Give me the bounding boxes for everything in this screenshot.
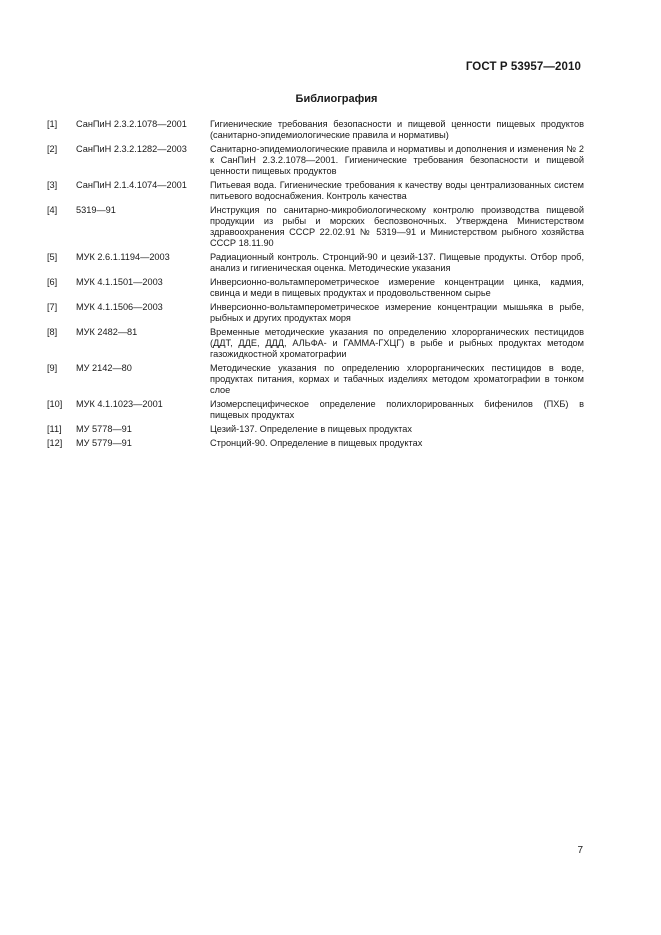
bibliography-entry bbox=[47, 399, 584, 421]
entry-description: Инверсионно-вольтамперометрическое измерение концентрации мышьяка в рыбе, рыбных и других продуктах моря bbox=[210, 302, 584, 323]
entry-code: СанПиН 2.3.2.1282—2003 bbox=[76, 144, 187, 154]
bibliography-entry bbox=[47, 144, 584, 177]
entry-description: Методические указания по определению хлорорганических пестицидов в воде, продуктах питания, кормах и табачных изделиях методом хроматографии в тонком слое bbox=[210, 363, 584, 395]
entry-number: [11] bbox=[47, 424, 62, 434]
entry-description: Стронций-90. Определение в пищевых продуктах bbox=[210, 438, 423, 448]
entry-code: 5319—91 bbox=[76, 205, 116, 215]
entry-code: СанПиН 2.3.2.1078—2001 bbox=[76, 119, 187, 129]
entry-description: Радиационный контроль. Стронций-90 и цезий-137. Пищевые продукты. Отбор проб, анализ и гигиеническая оценка. Методические указания bbox=[210, 252, 584, 273]
entry-code: МУ 2142—80 bbox=[76, 363, 132, 373]
entry-description: Инверсионно-вольтамперометрическое измерение концентрации цинка, кадмия, свинца и меди в пищевых продуктах и продовольственном сырье bbox=[210, 277, 584, 298]
document-code: ГОСТ Р 53957—2010 bbox=[465, 61, 581, 73]
entry-code: СанПиН 2.1.4.1074—2001 bbox=[76, 180, 187, 190]
entry-description: Санитарно-эпидемиологические правила и нормативы и дополнения и изменения № 2 к СанПиН 2.3.2.1078—2001. Гигиенические требования безопасности и пищевой ценности пищевых продуктов bbox=[210, 144, 584, 176]
entry-number: [4] bbox=[47, 205, 58, 215]
entry-number: [6] bbox=[47, 277, 58, 287]
entry-number: [3] bbox=[47, 180, 58, 190]
bibliography-entry bbox=[47, 205, 584, 249]
entry-description: Гигиенические требования безопасности и пищевой ценности пищевых продуктов (санитарно-эпидемиологические правила и нормативы) bbox=[210, 119, 584, 140]
bibliography-entry bbox=[47, 363, 584, 396]
bibliography-entry bbox=[47, 302, 584, 324]
entry-description: Инструкция по санитарно-микробиологическому контролю производства пищевой продукции из рыбы и морских беспозвоночных. Утверждена Министерством здравоохранения СССР 22.02.91 № 5319—91 и Министерством рыбного хозяйства СССР 18.11.90 bbox=[210, 205, 584, 248]
entry-number: [2] bbox=[47, 144, 58, 154]
entry-description: Временные методические указания по определению хлорорганических пестицидов (ДДТ, ДДЕ, ДДД, АЛЬФА- и ГАММА-ГХЦГ) в рыбе и рыбных продуктах методом газожидкостной хроматографии bbox=[210, 327, 584, 359]
bibliography-entry bbox=[47, 119, 584, 141]
entry-code: МУК 4.1.1023—2001 bbox=[76, 399, 163, 409]
entry-code: МУК 2.6.1.1194—2003 bbox=[76, 252, 170, 262]
entry-code: МУК 2482—81 bbox=[76, 327, 138, 337]
section-title: Библиография bbox=[295, 93, 378, 105]
bibliography-list bbox=[47, 119, 584, 452]
bibliography-entry bbox=[47, 438, 584, 449]
entry-number: [9] bbox=[47, 363, 58, 373]
bibliography-entry bbox=[47, 424, 584, 435]
bibliography-entry bbox=[47, 277, 584, 299]
entry-number: [10] bbox=[47, 399, 63, 409]
entry-number: [8] bbox=[47, 327, 58, 337]
entry-code: МУ 5779—91 bbox=[76, 438, 132, 448]
entry-number: [5] bbox=[47, 252, 58, 262]
bibliography-entry bbox=[47, 327, 584, 360]
entry-code: МУ 5778—91 bbox=[76, 424, 132, 434]
entry-code: МУК 4.1.1501—2003 bbox=[76, 277, 163, 287]
entry-description: Изомерспецифическое определение полихлорированных бифенилов (ПХБ) в пищевых продуктах bbox=[210, 399, 584, 420]
page-number: 7 bbox=[577, 845, 583, 856]
bibliography-entry bbox=[47, 252, 584, 274]
entry-number: [1] bbox=[47, 119, 58, 129]
bibliography-entry bbox=[47, 180, 584, 202]
entry-number: [7] bbox=[47, 302, 58, 312]
entry-code: МУК 4.1.1506—2003 bbox=[76, 302, 163, 312]
entry-description: Питьевая вода. Гигиенические требования к качеству воды централизованных систем питьевого водоснабжения. Контроль качества bbox=[210, 180, 584, 201]
entry-description: Цезий-137. Определение в пищевых продуктах bbox=[210, 424, 412, 434]
entry-number: [12] bbox=[47, 438, 63, 448]
